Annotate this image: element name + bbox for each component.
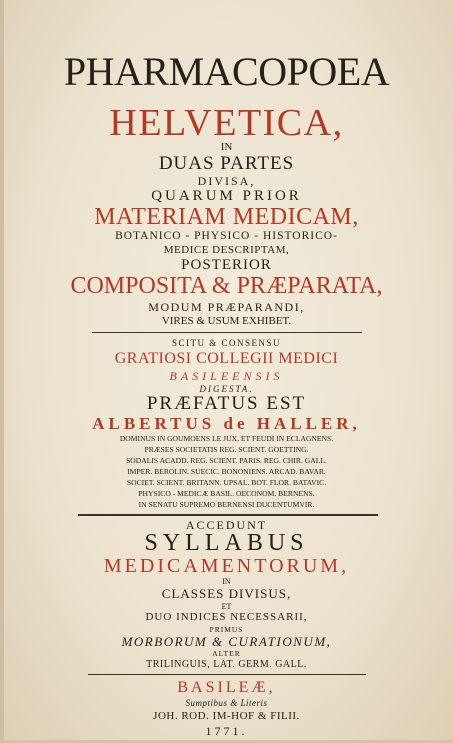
text-author-title-6: PHYSICO - MEDICÆ BASIL. OECONOM. BERNENS. xyxy=(138,489,315,498)
text-syllabus: SYLLABUS xyxy=(144,530,309,556)
title-pharmacopoea: PHARMACOPOEA xyxy=(63,49,390,94)
text-printer: JOH. ROD. IM-HOF & FILII. xyxy=(153,710,300,722)
text-author-title-7: IN SENATU SUPREMO BERNENSI DUCENTUMVIR. xyxy=(138,500,315,509)
title-helvetica: HELVETICA, xyxy=(109,102,344,144)
text-modum-praeparandi: MODUM PRÆPARANDI, xyxy=(148,300,305,314)
text-author: ALBERTUS de HALLER, xyxy=(92,414,361,433)
text-composita-praeparata: COMPOSITA & PRÆPARATA, xyxy=(70,273,383,299)
text-morborum: MORBORUM & CURATIONUM, xyxy=(121,634,332,649)
text-author-title-5: SOCIET. SCIENT. BRITANN. UPSAL. BOT. FLOR. BATAVIC. xyxy=(126,478,327,487)
text-trilinguis: TRILINGUIS, LAT. GERM. GALL. xyxy=(146,659,307,670)
text-author-title-4: IMPER. BEROLIN. SUECIC. BONONIENS. ARCAD. BAVAR. xyxy=(127,467,326,476)
text-scitu-consensu: SCITU & CONSENSU xyxy=(171,338,281,348)
text-vires-usum: VIRES & USUM EXHIBET. xyxy=(161,315,292,327)
text-in-1: IN xyxy=(220,141,233,153)
text-duo-indices: DUO INDICES NECESSARII, xyxy=(145,611,308,623)
text-in-2: IN xyxy=(222,577,231,586)
text-alter: ALTER xyxy=(212,649,241,658)
text-primus: PRIMUS xyxy=(209,625,244,634)
text-materiam-medicam: MATERIAM MEDICAM, xyxy=(94,204,359,230)
text-duas-partes: DUAS PARTES xyxy=(158,153,295,174)
text-divisa: DIVISA, xyxy=(197,174,256,188)
text-quarum-prior: QUARUM PRIOR xyxy=(151,188,302,204)
text-sumptibus: Sumptibus & Literis xyxy=(185,698,268,708)
text-author-title-3: SODALIS ACADD. REG. SCIENT. PARIS. REG. CHIR. GALL. xyxy=(126,456,327,465)
text-praefatus-est: PRÆFATUS EST xyxy=(146,393,307,414)
text-author-title-1: DOMINUS IN GOUMOENS LE JUX, ET FEUDI IN ECLAGNENS. xyxy=(119,434,334,443)
divider-rule-2 xyxy=(78,514,378,516)
text-medicamentorum: MEDICAMENTORUM, xyxy=(103,555,350,577)
divider-rule-1 xyxy=(92,332,362,333)
text-digesta: DIGESTA. xyxy=(199,384,254,394)
text-et: ET xyxy=(221,602,232,611)
text-gratiosi-collegii: GRATIOSI COLLEGII MEDICI xyxy=(114,350,339,367)
text-basileae: BASILEÆ, xyxy=(177,679,276,696)
divider-rule-3 xyxy=(88,674,366,675)
text-posterior: POSTERIOR xyxy=(181,257,272,273)
text-author-title-2: PRÆSES SOCIETATIS REG. SCIENT. GOETTING. xyxy=(144,445,309,454)
text-classes-divisus: CLASSES DIVISUS, xyxy=(161,586,292,601)
text-botanico: BOTANICO - PHYSICO - HISTORICO- xyxy=(115,230,338,242)
text-accedunt: ACCEDUNT xyxy=(185,518,268,532)
text-basileensis: BASILEENSIS xyxy=(169,369,284,383)
text-year: 1771. xyxy=(205,724,248,738)
text-medice-descriptam: MEDICE DESCRIPTAM, xyxy=(163,244,290,256)
